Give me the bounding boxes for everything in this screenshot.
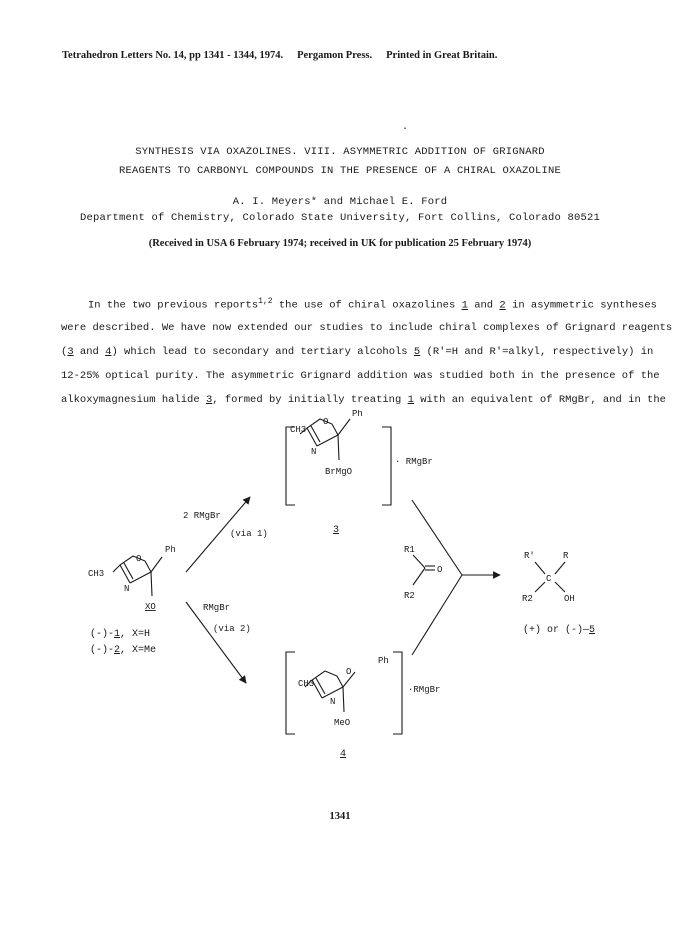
compound-ref-3: 3: [67, 346, 74, 358]
body-line-5: alkoxymagnesium halide 3, formed by initially treating 1 with an equivalent of RMgBr, and in the: [61, 394, 666, 406]
complex-3-nitrogen: N: [311, 447, 317, 457]
received-dates: (Received in USA 6 February 1974; received in UK for publication 25 February 1974): [148, 238, 532, 249]
carbonyl-r2: R2: [404, 591, 415, 601]
complex-4-oxygen: O: [346, 667, 352, 677]
body-line-1: In the two previous reports$^{1,2}$ the use of chiral oxazolines 1 and 2 in asymmetric syntheses: [88, 297, 657, 312]
complex-4-number: 4: [340, 749, 347, 760]
complex-4-nitrogen: N: [330, 697, 336, 707]
reaction-scheme: [0, 410, 680, 770]
product-carbon: C: [546, 574, 552, 584]
complex-3-salt: · RMgBr: [395, 457, 433, 467]
compound-ref-3: 3: [205, 394, 213, 406]
oxazoline-substituent: XO: [145, 602, 156, 612]
article-title-line-2: REAGENTS TO CARBONYL COMPOUNDS IN THE PRESENCE OF A CHIRAL OXAZOLINE: [118, 165, 562, 177]
complex-4-phenyl: Ph: [378, 656, 389, 666]
page-number: 1341: [329, 811, 351, 822]
compound-ref-1: 1: [461, 299, 468, 312]
lower-arrow-reagent: RMgBr: [203, 603, 231, 613]
body-line-2: were described. We have now extended our studies to include chiral complexes of Grignard reagents: [61, 322, 673, 334]
body-line-4: 12-25% optical purity. The asymmetric Grignard addition was studied both in the presence of the: [61, 370, 660, 382]
printed-in: Printed in Great Britain.: [386, 50, 498, 61]
product-hydroxyl: OH: [564, 594, 575, 604]
product-r2: R2: [522, 594, 533, 604]
complex-3-number: 3: [333, 525, 340, 536]
journal-citation: Tetrahedron Letters No. 14, pp 1341 - 1344, 1974.: [62, 50, 284, 61]
compound-1-label: (-)-1, X=H: [90, 629, 151, 640]
authors: A. I. Meyers* and Michael E. Ford: [232, 196, 448, 208]
compound-2-label: (-)-2, X=Me: [90, 645, 157, 656]
complex-4-salt: ·RMgBr: [408, 685, 441, 695]
carbonyl-compound: [413, 555, 435, 585]
complex-3-methyl: CH3: [290, 425, 307, 435]
reference-marker: 1,2: [258, 297, 273, 306]
stray-dot: .: [402, 122, 409, 133]
oxygen-label: O: [136, 554, 142, 564]
product-r: R: [563, 551, 569, 561]
product-label: (+) or (-)—5: [523, 625, 596, 636]
upper-arrow-reagent: 2 RMgBr: [183, 511, 221, 521]
compound-ref-5: 5: [413, 346, 421, 358]
compound-ref-2: 2: [499, 299, 506, 312]
publisher: Pergamon Press.: [297, 50, 373, 61]
complex-4-substituent: MeO: [334, 718, 351, 728]
converge-line-lower: [412, 575, 462, 655]
article-title-line-1: SYNTHESIS VIA OXAZOLINES. VIII. ASYMMETRIC ADDITION OF GRIGNARD: [135, 146, 545, 158]
compound-ref-1: 1: [407, 394, 414, 406]
nitrogen-label: N: [124, 584, 130, 594]
carbonyl-r1: R1: [404, 545, 415, 555]
lower-arrow-via: (via 2): [213, 624, 251, 634]
carbonyl-oxygen: O: [437, 565, 443, 575]
complex-3-oxygen: O: [323, 417, 329, 427]
body-line-3: (3 and 4) which lead to secondary and tertiary alcohols 5 (R'=H and R'=alkyl, respectively) in: [61, 346, 654, 358]
upper-arrow-via: (via 1): [230, 529, 268, 539]
product-r-prime: R': [524, 551, 535, 561]
complex-3-phenyl: Ph: [352, 410, 363, 419]
methyl-label: CH3: [88, 569, 105, 579]
complex-3-substituent: BrMgO: [325, 467, 353, 477]
arrow-lower: [186, 602, 246, 683]
phenyl-label: Ph: [165, 545, 176, 555]
compound-ref-4: 4: [105, 346, 112, 358]
running-header: [62, 50, 497, 61]
affiliation: Department of Chemistry, Colorado State University, Fort Collins, Colorado 80521: [79, 212, 601, 224]
converge-line-upper: [412, 500, 462, 575]
complex-4-methyl: CH3: [298, 679, 315, 689]
